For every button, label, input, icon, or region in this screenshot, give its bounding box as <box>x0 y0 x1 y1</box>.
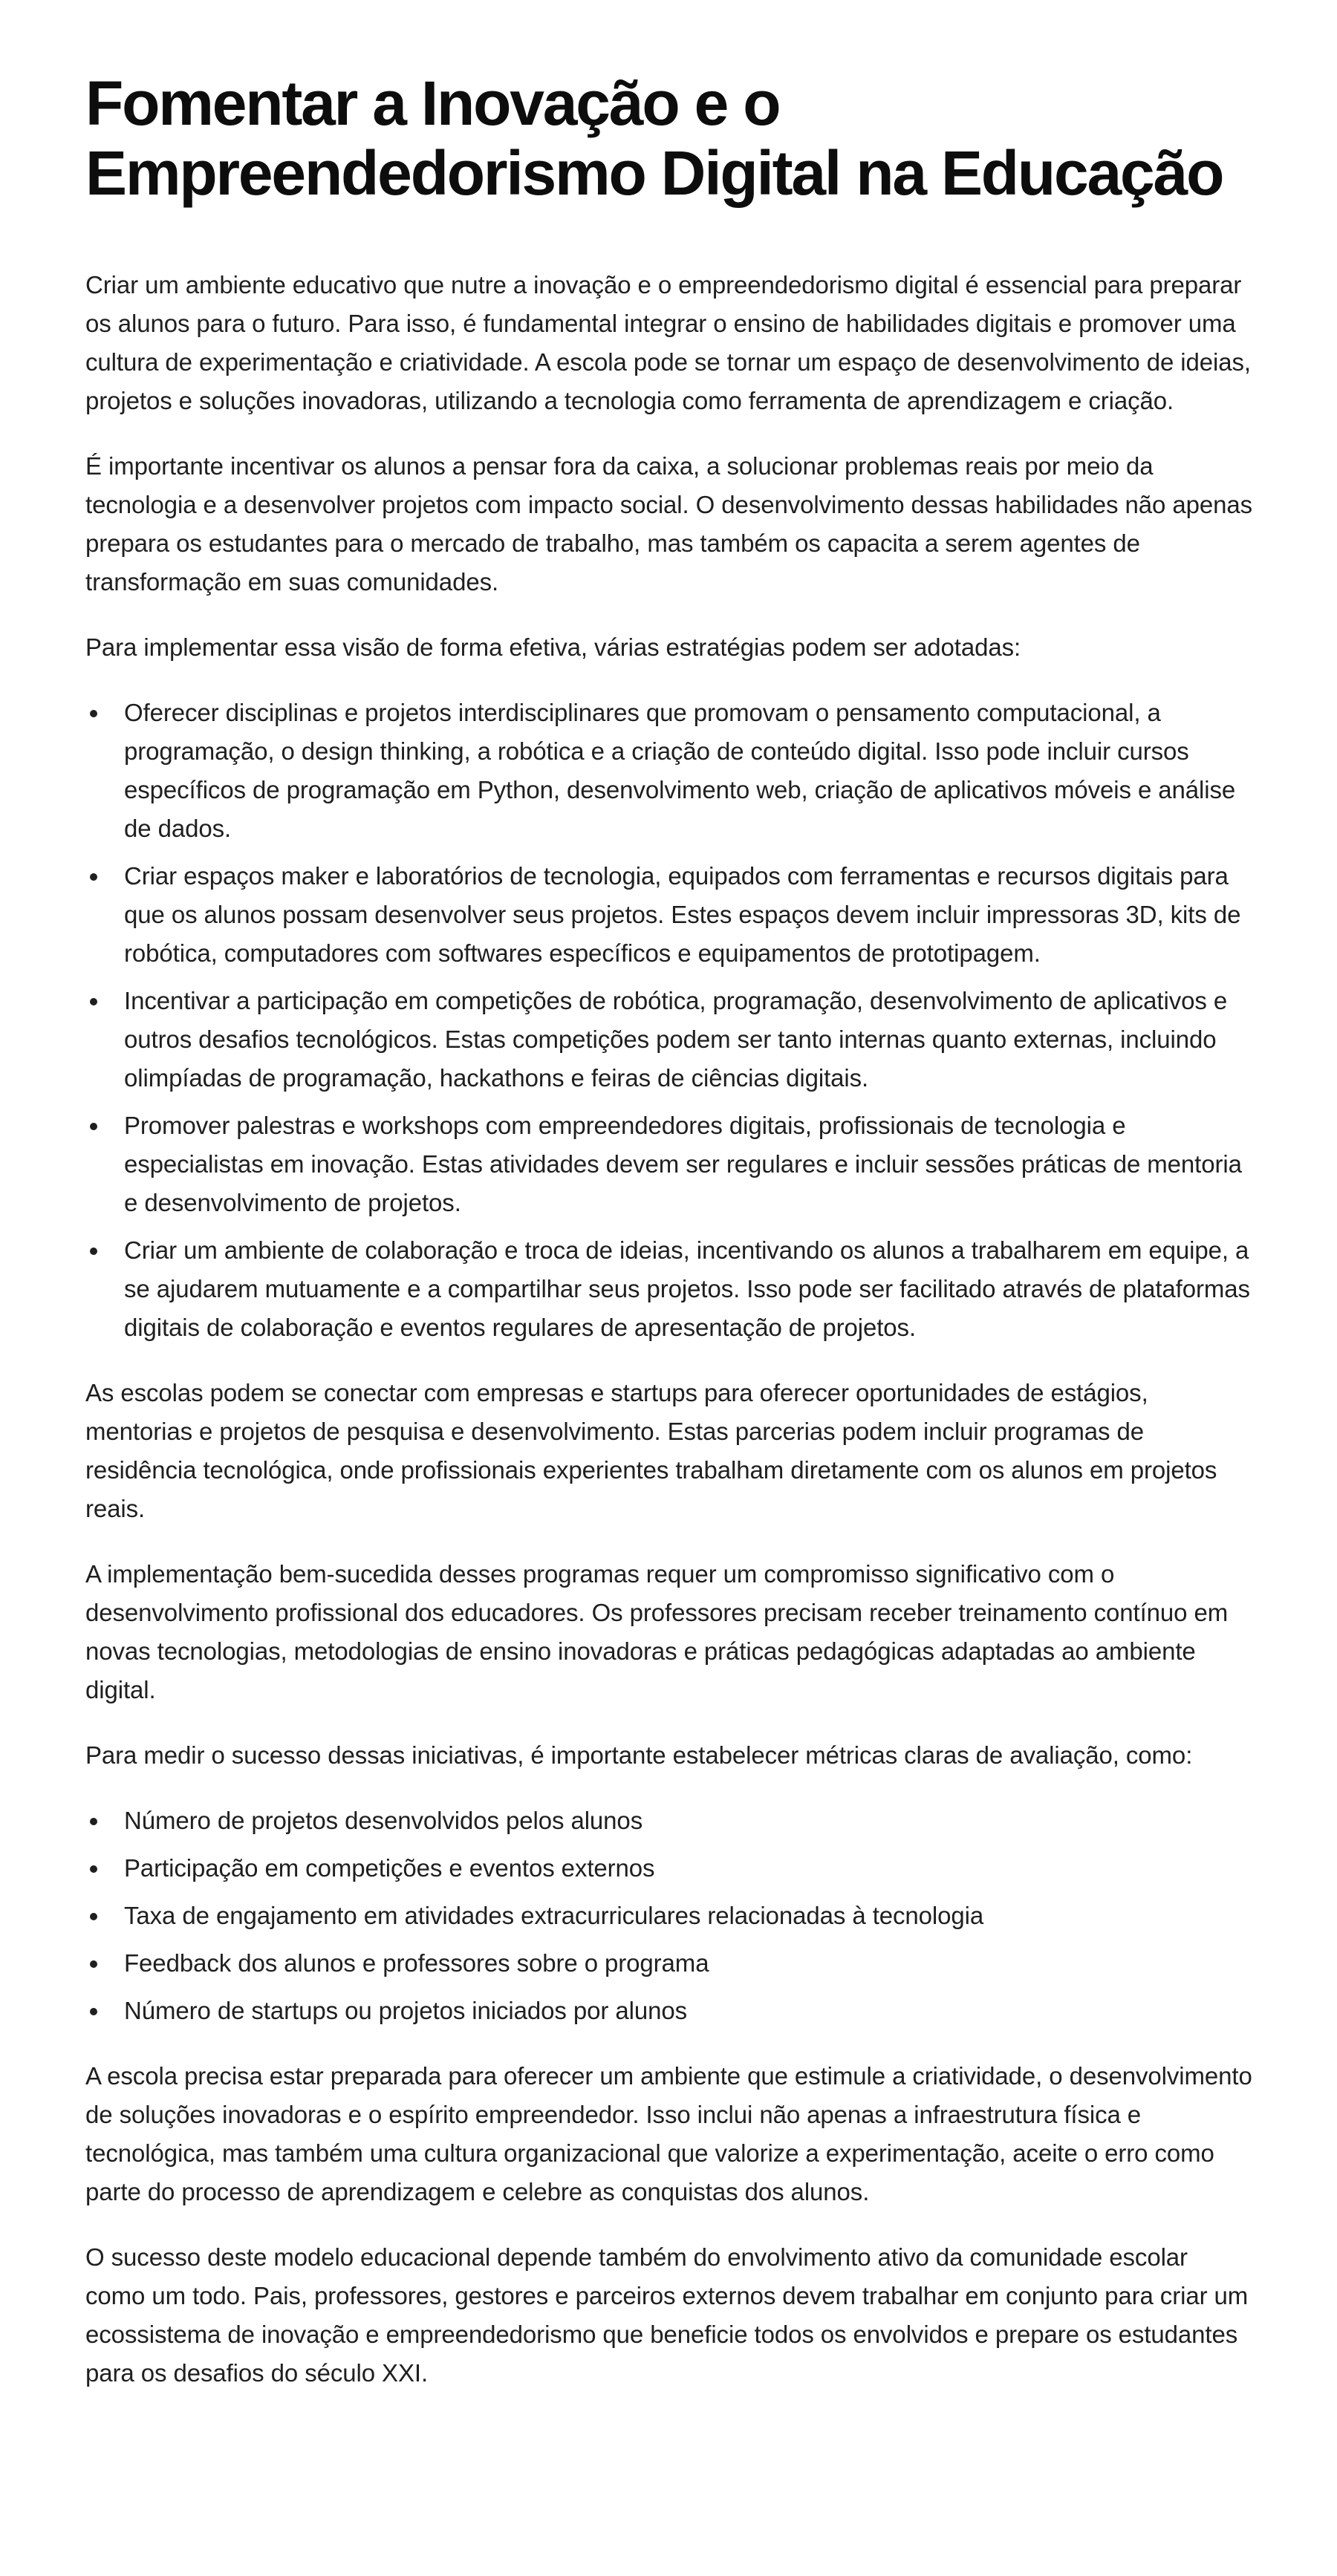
bullet-icon <box>90 2008 97 2015</box>
list-item <box>85 1992 1253 2030</box>
list-item-text: Promover palestras e workshops com empreendedores digitais, profissionais de tecnologia e especialistas em inovação. Estas atividades devem ser regulares e incluir sessões práticas de mentoria e desenvolvimento de projetos. <box>124 1112 1242 1216</box>
page-title: Fomentar a Inovação e o Empreendedorismo Digital na Educação <box>85 68 1223 208</box>
intro-paragraph-3: Para implementar essa visão de forma efetiva, várias estratégias podem ser adotadas: <box>85 633 1021 661</box>
list-item-text: Taxa de engajamento em atividades extracurriculares relacionadas à tecnologia <box>124 1902 984 1929</box>
list-item <box>85 1849 1253 1888</box>
list-item <box>85 1897 1253 1935</box>
list-item <box>85 1106 1253 1222</box>
list-item-text: Criar um ambiente de colaboração e troca de ideias, incentivando os alunos a trabalharem em equipe, a se ajudarem mutuamente e a compartilhar seus projetos. Isso pode ser facilitado através de plataformas digitais de colaboração e eventos regulares de apresentação de projetos. <box>124 1236 1250 1341</box>
list-item-text: Participação em competições e eventos externos <box>124 1854 655 1882</box>
bullet-icon <box>90 1960 97 1968</box>
list-item-text: Criar espaços maker e laboratórios de tecnologia, equipados com ferramentas e recursos digitais para que os alunos possam desenvolver seus projetos. Estes espaços devem incluir impressoras 3D, kits de robótica, computadores com softwares específicos e equipamentos de prototipagem. <box>124 862 1241 967</box>
closing-paragraph-1: A escola precisa estar preparada para oferecer um ambiente que estimule a criatividade, o desenvolvimento de soluções inovadoras e o espírito empreendedor. Isso inclui não apenas a infraestrutura física e tecnológica, mas também uma cultura organizacional que valorize a experimentação, aceite o erro como parte do processo de aprendizagem e celebre as conquistas dos alunos. <box>85 2062 1252 2205</box>
intro-paragraph-1: Criar um ambiente educativo que nutre a inovação e o empreendedorismo digital é essencial para preparar os alunos para o futuro. Para isso, é fundamental integrar o ensino de habilidades digitais e promover uma cultura de experimentação e criatividade. A escola pode se tornar um espaço de desenvolvimento de ideias, projetos e soluções inovadoras, utilizando a tecnologia como ferramenta de aprendizagem e criação. <box>85 271 1251 414</box>
bullet-icon <box>90 1248 97 1255</box>
bullet-icon <box>90 998 97 1005</box>
bullet-icon <box>90 1913 97 1920</box>
list-item-text: Incentivar a participação em competições de robótica, programação, desenvolvimento de aplicativos e outros desafios tecnológicos. Estas competições podem ser tanto internas quanto externas, incluindo olimpíadas de programação, hackathons e feiras de ciências digitais. <box>124 987 1228 1092</box>
list-item <box>85 857 1253 973</box>
list-item <box>85 982 1253 1098</box>
bullet-icon <box>90 1818 97 1825</box>
intro-paragraph-2: É importante incentivar os alunos a pensar fora da caixa, a solucionar problemas reais por meio da tecnologia e a desenvolver projetos com impacto social. O desenvolvimento dessas habilidades não apenas prepara os estudantes para o mercado de trabalho, mas também os capacita a serem agentes de transformação em suas comunidades. <box>85 452 1252 596</box>
strategies-list <box>85 694 1253 1347</box>
middle-paragraph-2: A implementação bem-sucedida desses programas requer um compromisso significativo com o desenvolvimento profissional dos educadores. Os professores precisam receber treinamento contínuo em novas tecnologias, metodologias de ensino inovadoras e práticas pedagógicas adaptadas ao ambiente digital. <box>85 1560 1229 1703</box>
bullet-icon <box>90 1865 97 1873</box>
closing-paragraph-2: O sucesso deste modelo educacional depende também do envolvimento ativo da comunidade escolar como um todo. Pais, professores, gestores e parceiros externos devem trabalhar em conjunto para criar um ecossistema de inovação e empreendedorismo que beneficie todos os envolvidos e prepare os estudantes para os desafios do século XXI. <box>85 2243 1249 2387</box>
list-item-text: Oferecer disciplinas e projetos interdisciplinares que promovam o pensamento computacional, a programação, o design thinking, a robótica e a criação de conteúdo digital. Isso pode incluir cursos específicos de programação em Python, desenvolvimento web, criação de aplicativos móveis e análise de dados. <box>124 699 1236 842</box>
bullet-icon <box>90 873 97 881</box>
middle-paragraph-3: Para medir o sucesso dessas iniciativas, é importante estabelecer métricas claras de avaliação, como: <box>85 1741 1193 1769</box>
list-item-text: Feedback dos alunos e professores sobre o programa <box>124 1949 709 1977</box>
metrics-list <box>85 1801 1253 2030</box>
list-item-text: Número de startups ou projetos iniciados por alunos <box>124 1997 687 2024</box>
list-item <box>85 1231 1253 1347</box>
bullet-icon <box>90 710 97 717</box>
bullet-icon <box>90 1123 97 1130</box>
list-item <box>85 1801 1253 1840</box>
list-item-text: Número de projetos desenvolvidos pelos alunos <box>124 1807 643 1834</box>
list-item <box>85 1944 1253 1983</box>
list-item <box>85 694 1253 848</box>
middle-paragraph-1: As escolas podem se conectar com empresas e startups para oferecer oportunidades de estágios, mentorias e projetos de pesquisa e desenvolvimento. Estas parcerias podem incluir programas de residência tecnológica, onde profissionais experientes trabalham diretamente com os alunos em projetos reais. <box>85 1379 1217 1522</box>
